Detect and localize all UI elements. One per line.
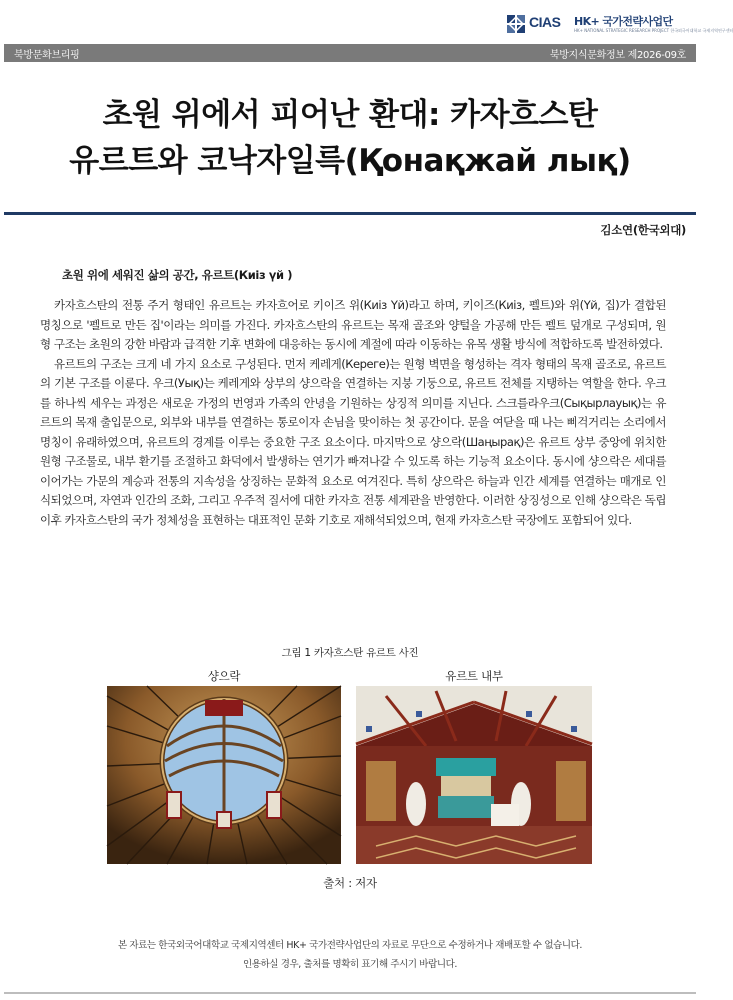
cias-emblem-icon: [506, 14, 526, 34]
shanyrak-illustration: [107, 686, 341, 864]
paragraph: 카자흐스탄의 전통 주거 형태인 유르트는 카자흐어로 키이즈 위(Киіз Үй)라고 하며, 키이즈(Киіз, 펠트)와 위(Үй, 집)가 결합된 명칭으로 '펠트로 만든 집'이라는 의미를 가진다. 카자흐스탄의 유르트는 목재 골조와 양털을 가공해 만든 펠트 덮개로 구성되며, 원형 구조는 초원의 강한 바람과 급격한 기후 변화에 대응하는 동시에 계절에 따라 이동하는 유목 생활 방식에 적합하도록 발전하였다.: [40, 298, 666, 351]
copyright-line-2: 인용하실 경우, 출처를 명확히 표기해 주시기 바랍니다.: [242, 959, 458, 970]
paragraph: 유르트의 구조는 크게 네 가지 요소로 구성된다. 먼저 케레게(Кереге)는 원형 벽면을 형성하는 격자 형태의 목재 골조로, 유르트의 기본 구조를 이룬다. 우크(Уық)는 케레게와 상부의 샹으락을 연결하는 지붕 기둥으로, 유르트 전체를 지탱하는 역할을 한다. 우크를 하나씩 세우는 과정은 새로운 가정의 번영과 가족의 안녕을 기원하는 상징적 의미를 지닌다. 스크를라우크(Сықырлауық)는 유르트의 목재 출입문으로, 외부와 내부를 연결하는 통로이자 손님을 맞이하는 첫 공간이다. 문을 여닫을 때 나는 삐걱거리는 소리에서 명칭이 유래하였으며, 유르트의 경계를 이루는 중요한 구조 요소이다. 마지막으로 샹으락(Шаңырақ)은 유르트 상부 중앙에 위치한 원형 구조물로, 내부 환기를 조절하고 화덕에서 발생하는 연기가 빠져나갈 수 있도록 하는 기능적 요소이다. 동시에 샹으락은 세대를 이어가는 가문의 계승과 전통의 지속성을 상징하는 문화적 요소로 여겨진다. 특히 샹으락은 하늘과 인간 세계를 연결하는 매개로 인식되었으며, 자연과 인간의 조화, 그리고 우주적 질서에 대한 카자흐 전통 세계관을 반영한다. 이러한 상징성으로 인해 샹으락은 독립 이후 카자흐스탄의 국가 정체성을 표현하는 대표적인 문화 기호로 재해석되었으며, 현재 카자흐스탄 국장에도 포함되어 있다.: [40, 356, 666, 527]
section-heading: 초원 위에 세워진 삶의 공간, 유르트(Киіз үй ): [62, 268, 293, 282]
title-line-1: 초원 위에서 피어난 환대: 카자흐스탄: [102, 97, 598, 133]
yurt-interior-illustration: [356, 686, 592, 864]
shanyrak-photo: [107, 686, 341, 864]
document-title: [0, 92, 700, 184]
copyright-notice: [0, 936, 700, 974]
author: 김소연(한국외대): [600, 223, 686, 237]
body-text: [40, 296, 666, 530]
copyright-line-1: 본 자료는 한국외국어대학교 국제지역센터 HK+ 국가전략사업단의 자료로 무단으로 수정하거나 재배포할 수 없습니다.: [117, 940, 583, 951]
bottom-divider: [4, 992, 696, 994]
logo-cias-text: CIAS: [529, 14, 561, 30]
photo-label-shanyrak: 샹으락: [207, 669, 241, 683]
photo-label-interior: 유르트 내부: [445, 669, 503, 683]
title-divider: [4, 212, 696, 215]
series-name: 북방문화브리핑: [14, 50, 80, 61]
logo-subtitle: HK+ NATIONAL STRATEGIC RESEARCH PROJECT 한국외국어대학교 국제지역연구센터: [574, 28, 733, 33]
figure-source: 출처 : 저자: [323, 876, 377, 890]
header-bar: [4, 44, 696, 62]
yurt-interior-photo: [356, 686, 592, 864]
logo-hk-text: HK+ 국가전략사업단: [574, 15, 673, 28]
figure-caption: 그림 1 카자흐스탄 유르트 사진: [281, 647, 419, 659]
issue-number: 북방지식문화정보 제2026-09호: [549, 50, 686, 61]
title-line-2: 유르트와 코낙자일륵(Қонақжай лық): [69, 143, 631, 179]
cias-logo: [506, 10, 733, 40]
